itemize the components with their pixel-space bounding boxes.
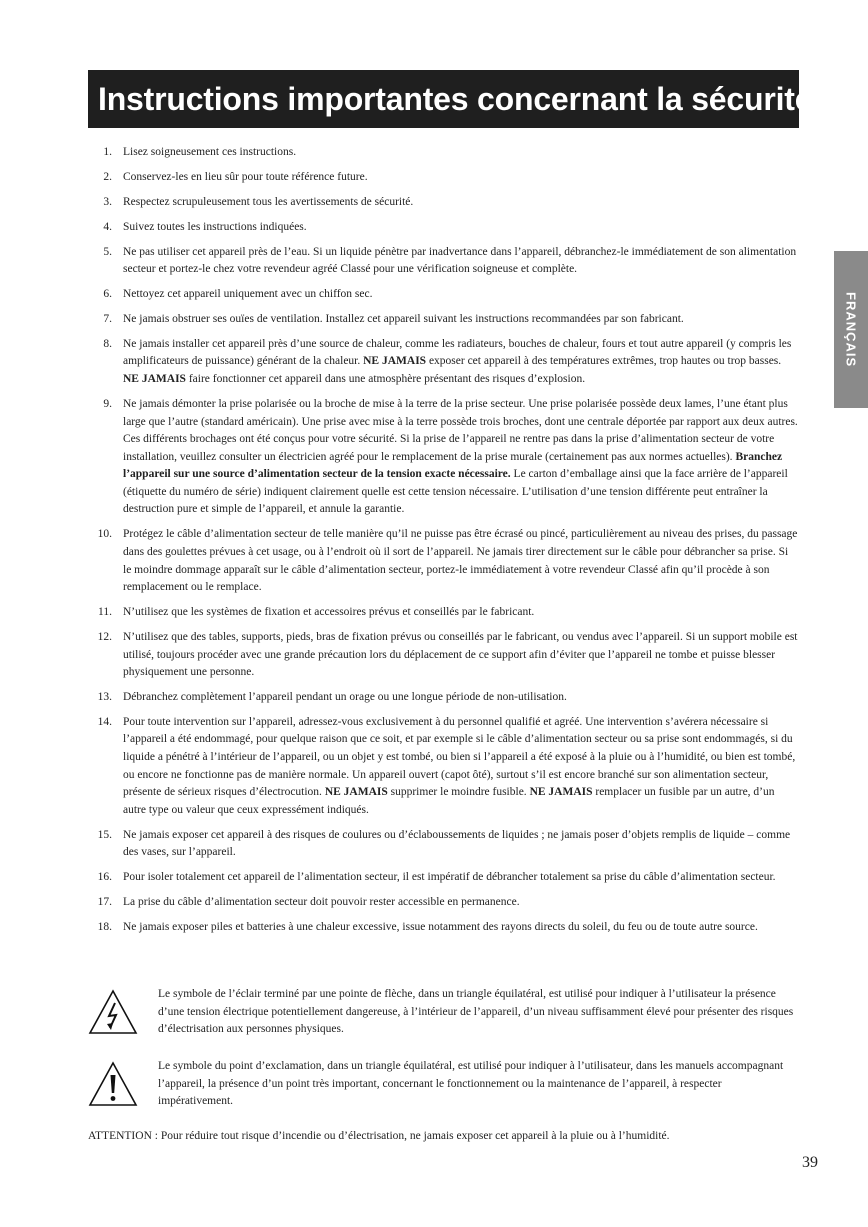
list-item <box>88 311 799 329</box>
text-run: Respectez scrupuleusement tous les avertissements de sécurité. <box>123 195 414 208</box>
text-run: Suivez toutes les instructions indiquées. <box>123 220 307 233</box>
emphasis-text: NE JAMAIS <box>363 355 427 368</box>
list-item-number: 4. <box>103 220 112 233</box>
list-item <box>88 629 799 682</box>
list-item-text <box>123 194 799 212</box>
text-run: exposer cet appareil à des températures extrêmes, trop hautes ou trop basses. <box>426 355 782 368</box>
list-item-number: 1. <box>103 146 112 158</box>
emphasis-text: NE JAMAIS <box>529 786 593 799</box>
list-item-text <box>123 286 799 304</box>
exclamation-symbol-block <box>88 1058 799 1114</box>
text-run: remplacer un fusible par un autre, d’un autre type ou valeur que ceux expressément indiqués. <box>123 786 775 816</box>
text-run: La prise du câble d’alimentation secteur doit pouvoir rester accessible en permanence. <box>123 896 520 909</box>
emphasis-text: NE JAMAIS <box>324 786 388 799</box>
list-item-number: 3. <box>103 195 112 208</box>
text-run: Ne jamais exposer cet appareil à des risques de coulures ou d’éclaboussements de liquides ; ne jamais poser d’objets remplis de liquide – comme des vases, sur l’appareil. <box>123 828 791 859</box>
list-item <box>88 869 799 887</box>
attention-note: ATTENTION : Pour réduire tout risque d’incendie ou d’électrisation, ne jamais exposer cet appareil à la pluie ou à l’humidité. <box>88 1130 670 1142</box>
list-item <box>88 396 799 519</box>
list-item-number: 9. <box>103 397 112 410</box>
text-run: Pour toute intervention sur l’appareil, adressez-vous exclusivement à du personnel qualifié et agréé. Une intervention s’avérera nécessaire si l’appareil a été endommagé, pour quelque raison que ce soit, et par exemple si le câble d’alimentation secteur ou sa prise sont endommagés, si du liquide a pénétré à l’intérieur de l’appareil, ou un objet y est tombé, ou bien si l’appareil a été exposé à la pluie ou à l’humidité, ou bien est tombé, ou encore ne fonctionne pas de manière normale. Un appareil ouvert (capot ôté), surtout s’il est encore branché sur son alimentation secteur, présente de sérieux risques d’électrocution. <box>123 715 796 799</box>
list-item <box>88 689 799 707</box>
list-item-number: 14. <box>97 715 112 728</box>
list-item <box>88 244 799 279</box>
text-run: Ne jamais démonter la prise polarisée ou la broche de mise à la terre de la prise secteur. Une prise polarisée possède deux lames, l’une étant plus large que l’autre (standard américain). Une prise avec mise à la terre possède trois broches, dont une centrale déportée par rapport aux deux autres. Ces différents brochages ont été conçus pour votre sécurité. Si la prise de l’appareil ne rentre pas dans la prise d’alimentation secteur de votre installation, veuillez consulter un électricien agréé pour le remplacement de la prise murale (certainement pas aux normes actuelles). <box>123 397 798 463</box>
text-run: Protégez le câble d’alimentation secteur de telle manière qu’il ne puisse pas être écrasé ou pincé, particulièrement au niveau des prises, du passage dans des goulettes prévues à cet usage, ou à l’endroit où il sort de l’appareil. Ne jamais tirer directement sur le câble pour débrancher sa prise. Si le moindre dommage apparaît sur le câble d’alimentation secteur, portez-le immédiatement à votre revendeur Classé afin qu’il procède à son remplacement ou le remplace. <box>123 528 798 594</box>
list-item-text <box>123 629 799 682</box>
list-item <box>88 894 799 912</box>
list-item-number: 15. <box>97 828 112 841</box>
list-item-number: 5. <box>103 245 112 258</box>
lightning-symbol-text: Le symbole de l’éclair terminé par une pointe de flèche, dans un triangle équilatéral, est utilisé pour indiquer à l’utilisateur la présence d’une tension électrique potentiellement dangereuse, à l’intérieur de l’appareil, d’un niveau suffisamment élevé pour présenter des risques d’électrisation aux personnes physiques. <box>158 988 794 1036</box>
list-item <box>88 919 799 937</box>
list-item-number: 7. <box>103 312 112 325</box>
list-item <box>88 604 799 622</box>
list-item-text <box>123 827 799 862</box>
page-title: Instructions importantes concernant la sécurité <box>98 80 813 117</box>
text-run: faire fonctionner cet appareil dans une atmosphère présentant des risques d’explosion. <box>185 373 586 386</box>
list-item-text <box>123 244 799 279</box>
list-item <box>88 827 799 862</box>
list-item-text <box>123 336 799 389</box>
exclamation-symbol-text: Le symbole du point d’exclamation, dans un triangle équilatéral, est utilisé pour indiquer à l’utilisateur, dans les manuels accompagnant l’appareil, la présence d’un point très important, concernant le fonctionnement ou la maintenance de l’appareil, à respecter impérativement. <box>158 1060 784 1108</box>
text-run: Ne jamais installer cet appareil près d’une source de chaleur, comme les radiateurs, bouches de chaleur, fours et tout autre appareil (y compris les amplificateurs de puissance) générant de la chaleur. <box>123 337 792 368</box>
list-item <box>88 336 799 389</box>
list-item-text <box>123 869 799 887</box>
text-run: Nettoyez cet appareil uniquement avec un chiffon sec. <box>123 288 373 301</box>
text-run: Ne pas utiliser cet appareil près de l’eau. Si un liquide pénètre par inadvertance dans l’appareil, débranchez-le immédiatement de son alimentation secteur et portez-le chez votre revendeur agréé Classé pour une vérification soigneuse et complète. <box>123 245 797 276</box>
list-item-number: 18. <box>97 921 112 934</box>
text-run: Conservez-les en lieu sûr pour toute référence future. <box>123 170 368 183</box>
list-item-number: 17. <box>97 896 112 909</box>
text-run: Débranchez complètement l’appareil pendant un orage ou une longue période de non-utilisation. <box>123 691 567 703</box>
list-item-number: 6. <box>103 288 112 301</box>
list-item <box>88 714 799 820</box>
list-item-number: 13. <box>97 691 112 703</box>
list-item <box>88 144 799 162</box>
text-run: Lisez soigneusement ces instructions. <box>123 146 297 158</box>
text-run: Pour isoler totalement cet appareil de l’alimentation secteur, il est impératif de débrancher totalement sa prise du câble d’alimentation secteur. <box>123 871 776 884</box>
list-item-number: 8. <box>103 337 112 350</box>
text-run: Ne jamais exposer piles et batteries à une chaleur excessive, issue notamment des rayons directs du soleil, du feu ou de toute autre source. <box>123 921 758 934</box>
list-item-number: 11. <box>98 606 112 619</box>
list-item-text <box>123 526 799 596</box>
list-item-text <box>123 604 799 622</box>
emphasis-text: Branchez l’appareil sur une source d’alimentation secteur de la tension exacte nécessaire. <box>123 450 783 481</box>
list-item-text <box>123 169 799 187</box>
list-item-number: 2. <box>103 170 112 183</box>
page-number: 39 <box>802 1154 818 1171</box>
list-item-number: 16. <box>97 871 112 884</box>
list-item-number: 12. <box>97 630 112 643</box>
language-tab-label: FRANÇAIS <box>843 291 859 368</box>
text-run: Le carton d’emballage ainsi que la face arrière de l’appareil (étiquette du numéro de série) indiquent clairement quelle est cette tension nécessaire. L’utilisation d’une tension différente peut entraîner la destruction pure et simple de l’appareil, et annule la garantie. <box>123 468 788 516</box>
list-item <box>88 526 799 596</box>
text-run: N’utilisez que les systèmes de fixation et accessoires prévus et conseillés par le fabricant. <box>123 606 535 619</box>
list-item-text <box>123 714 799 820</box>
list-item <box>88 286 799 304</box>
safety-instructions-list <box>88 144 799 944</box>
list-item <box>88 194 799 212</box>
list-item-text <box>123 894 799 912</box>
title-banner <box>88 70 813 128</box>
list-item-text <box>123 311 799 329</box>
list-item-text <box>123 219 799 237</box>
exclamation-warning-icon <box>88 1058 158 1114</box>
lightning-symbol-block <box>88 986 799 1042</box>
list-item-text <box>123 919 799 937</box>
list-item <box>88 169 799 187</box>
text-run: N’utilisez que des tables, supports, pieds, bras de fixation prévus ou conseillés par le fabricant, ou vendus avec l’appareil. Si un support mobile est utilisé, toujours procéder avec une grande précaution lors du déplacement de ce support afin d’éviter que l’appareil ne tombe et puisse blesser physiquement une personne. <box>123 630 798 679</box>
list-item <box>88 219 799 237</box>
text-run: supprimer le moindre fusible. <box>387 786 530 799</box>
list-item-number: 10. <box>97 528 112 541</box>
lightning-warning-icon <box>88 986 158 1042</box>
list-item-text <box>123 689 799 707</box>
list-item-text <box>123 144 799 162</box>
language-tab <box>834 251 868 408</box>
text-run: Ne jamais obstruer ses ouïes de ventilation. Installez cet appareil suivant les instructions recommandées par son fabricant. <box>123 312 684 325</box>
emphasis-text: NE JAMAIS <box>123 373 186 386</box>
list-item-text <box>123 396 799 519</box>
